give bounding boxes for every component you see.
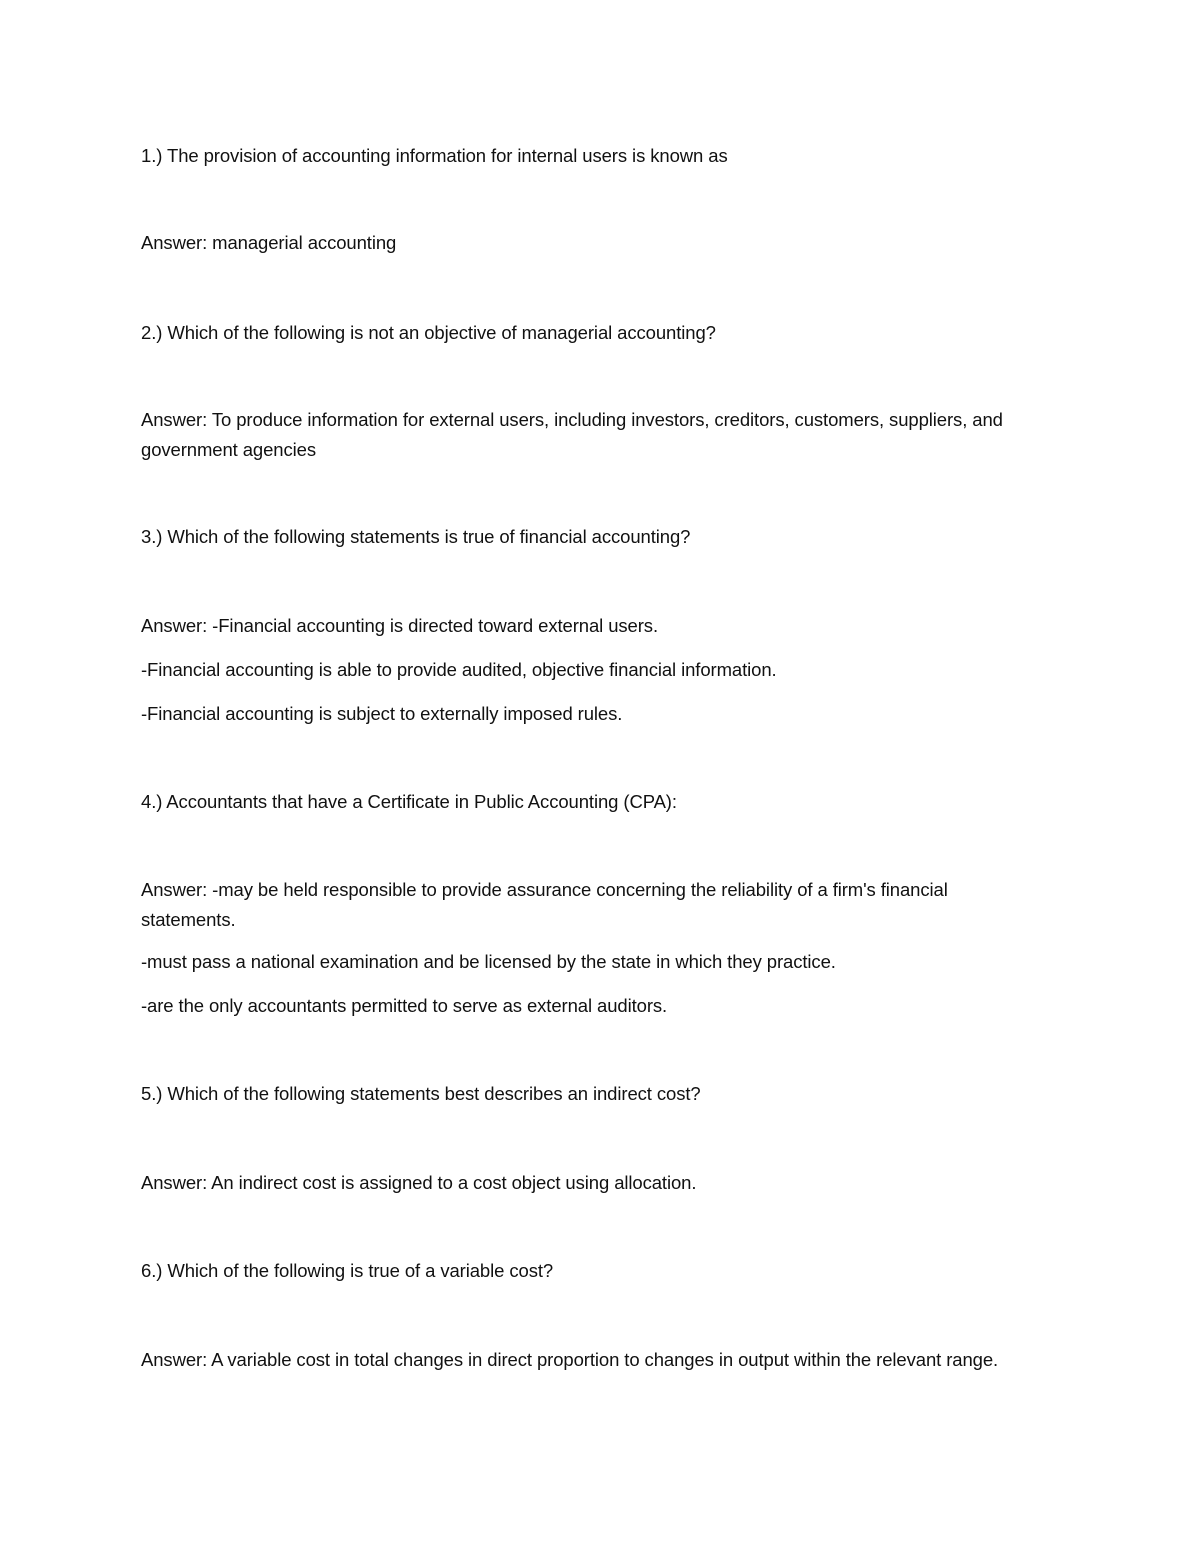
answer-1: Answer: managerial accounting [141,232,397,253]
answer-4-line-2: -must pass a national examination and be licensed by the state in which they practice. [141,951,836,972]
answer-6: Answer: A variable cost in total changes in direct proportion to changes in output within the relevant range. [141,1349,999,1370]
question-3: 3.) Which of the following statements is true of financial accounting? [141,526,691,547]
answer-3-line-3: -Financial accounting is subject to externally imposed rules. [141,703,623,724]
question-5: 5.) Which of the following statements best describes an indirect cost? [141,1083,701,1104]
answer-2: Answer: To produce information for external users, including investors, creditors, customers, suppliers, and government agencies [141,409,1003,460]
answer-5: Answer: An indirect cost is assigned to a cost object using allocation. [141,1172,697,1193]
question-4: 4.) Accountants that have a Certificate in Public Accounting (CPA): [141,791,677,812]
answer-4-line-1: Answer: -may be held responsible to provide assurance concerning the reliability of a firm's financial statements. [141,879,948,930]
question-1: 1.) The provision of accounting information for internal users is known as [141,145,728,166]
question-6: 6.) Which of the following is true of a variable cost? [141,1260,554,1281]
answer-3-line-2: -Financial accounting is able to provide audited, objective financial information. [141,659,777,680]
answer-4-line-3: -are the only accountants permitted to serve as external auditors. [141,995,668,1016]
answer-3-line-1: Answer: -Financial accounting is directed toward external users. [141,615,658,636]
question-2: 2.) Which of the following is not an objective of managerial accounting? [141,322,716,343]
